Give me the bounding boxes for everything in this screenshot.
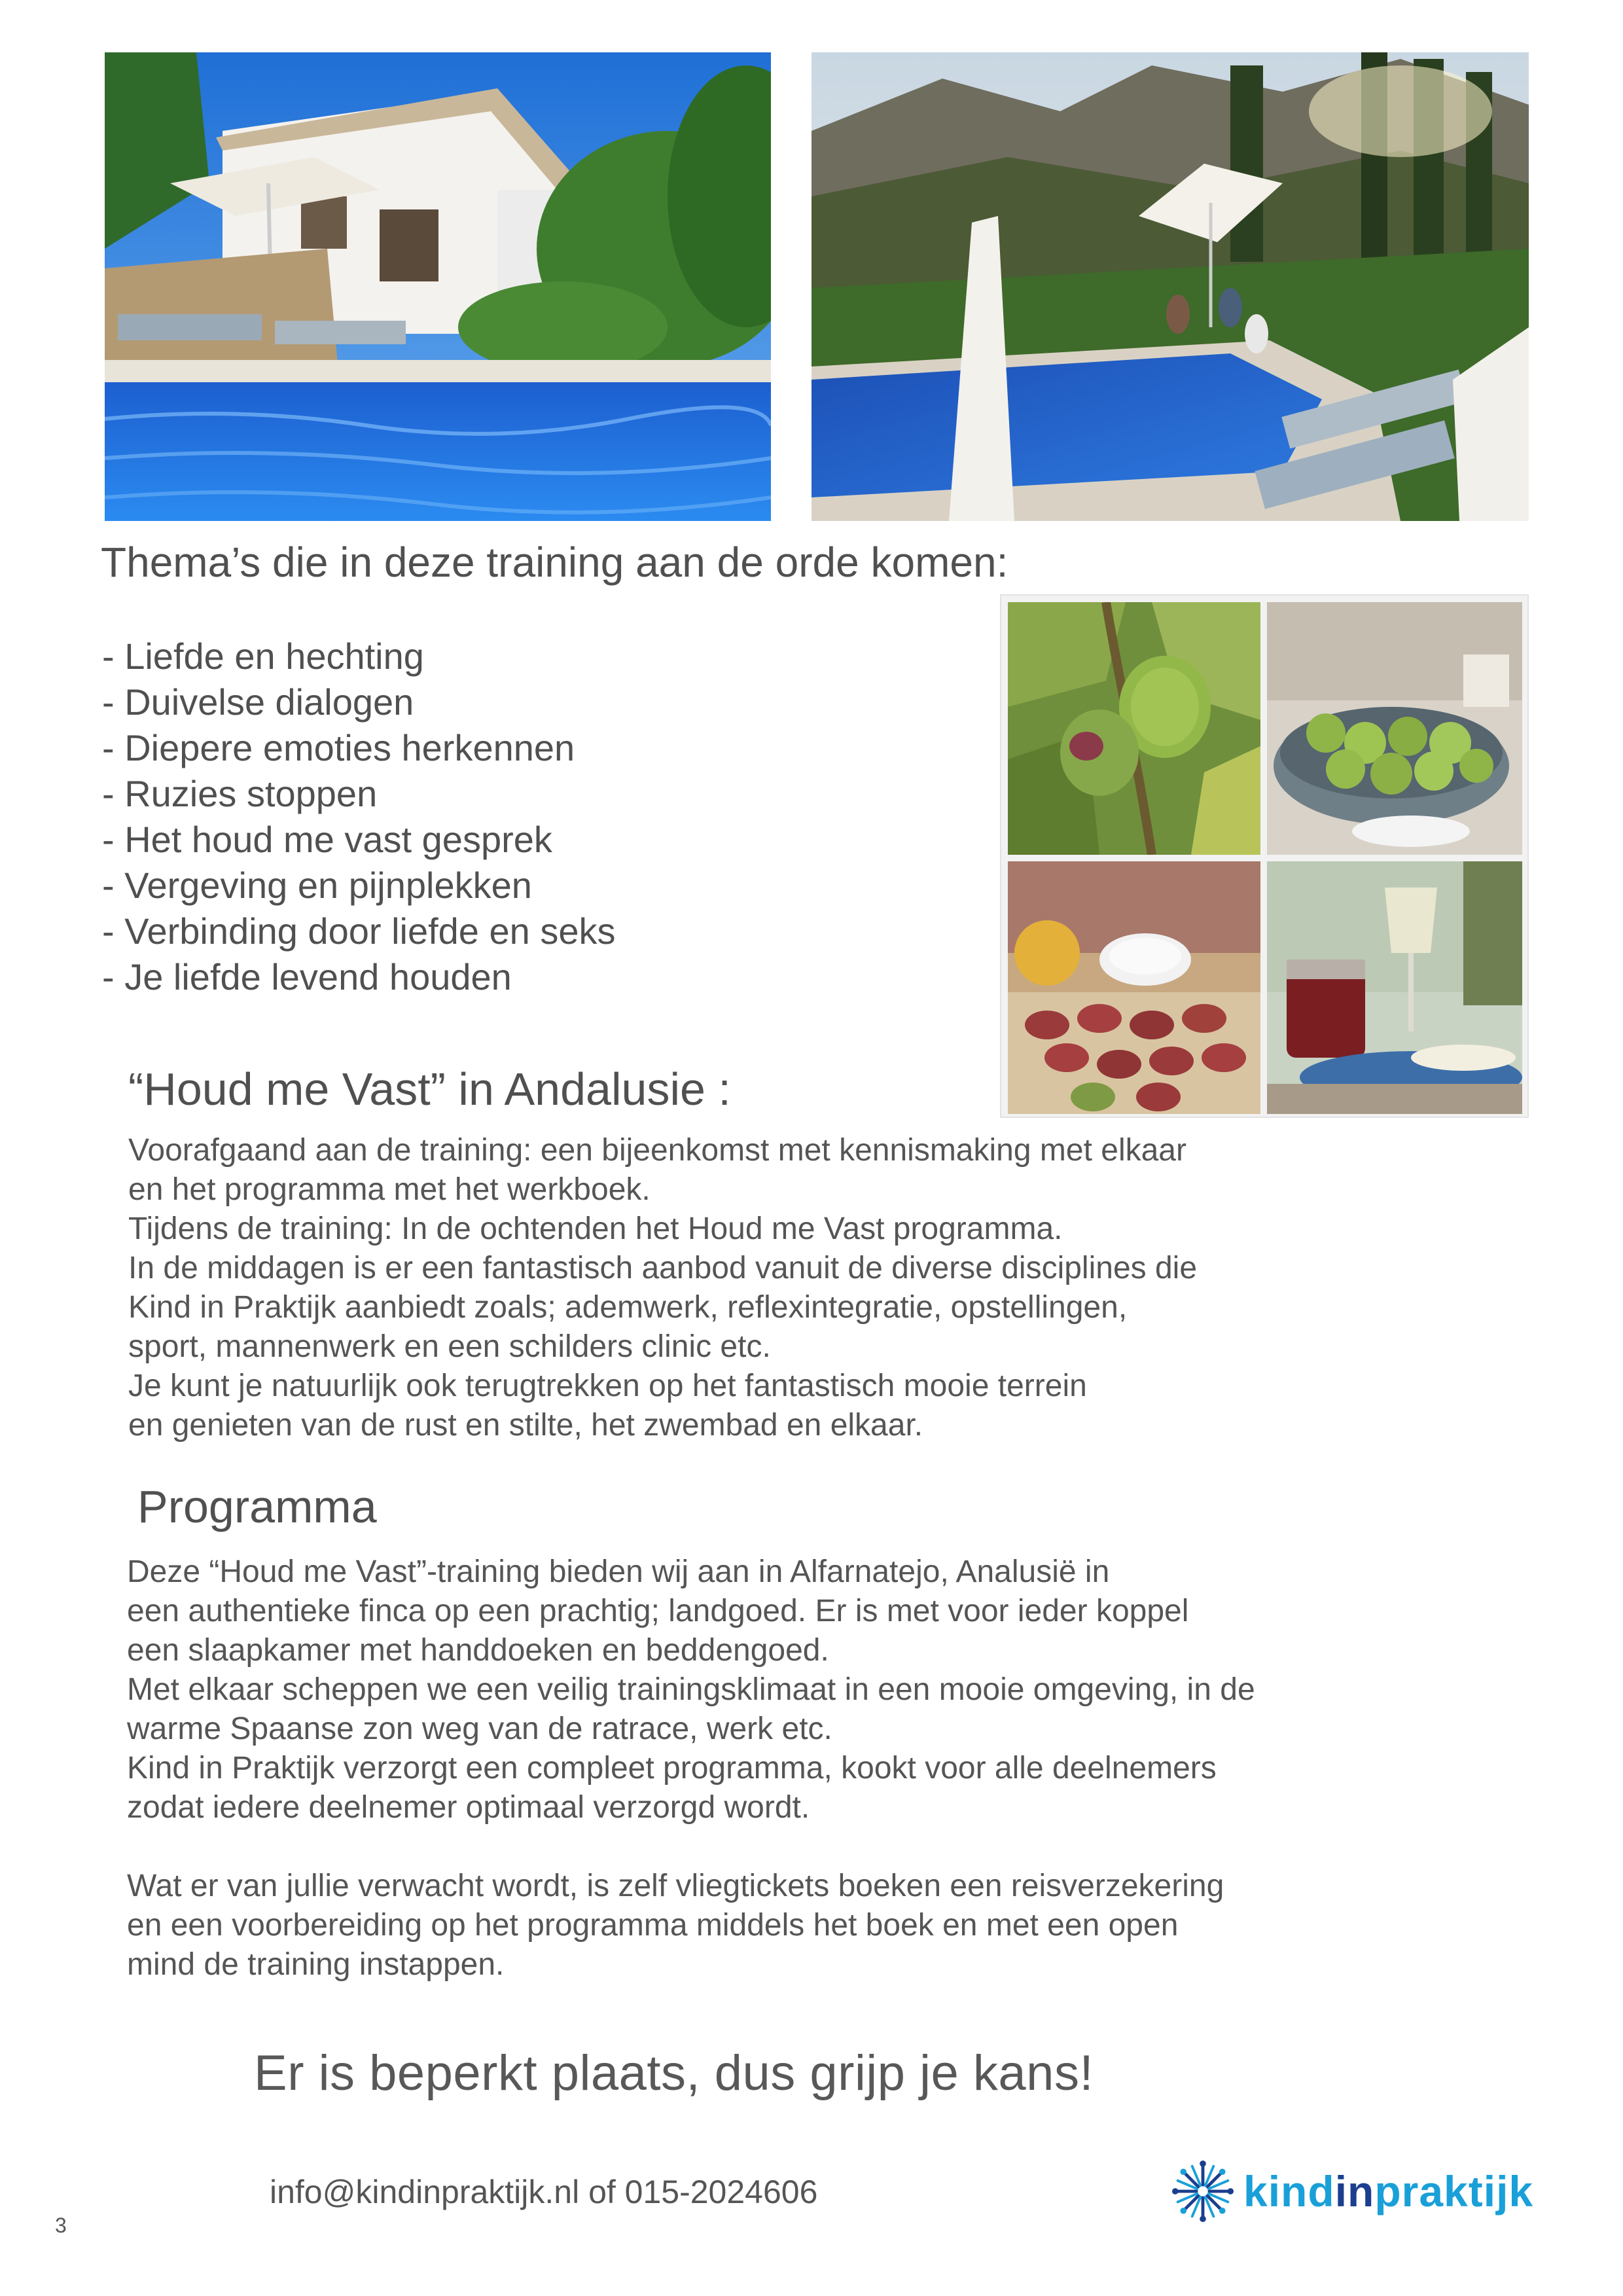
paragraph-line: en een voorbereiding op het programma middels het boek en met een open	[127, 1908, 1179, 1943]
andalusie-heading: “Houd me Vast” in Andalusie :	[128, 1064, 731, 1115]
paragraph-line: Kind in Praktijk verzorgt een compleet programma, kookt voor alle deelnemers	[127, 1751, 1217, 1785]
sunburst-icon	[1171, 2160, 1234, 2223]
paragraph-line: Tijdens de training: In de ochtenden het Houd me Vast programma.	[128, 1211, 1063, 1246]
list-item: - Vergeving en pijnplekken	[102, 865, 532, 906]
logo-part-3: praktijk	[1374, 2167, 1534, 2215]
paragraph-line: Wat er van jullie verwacht wordt, is zelf vliegtickets boeken een reisverzekering	[127, 1869, 1224, 1903]
paragraph-line	[127, 1827, 1567, 1867]
paragraph-line: mind de training instappen.	[127, 1947, 505, 1982]
paragraph-line: Voorafgaand aan de training: een bijeenkomst met kennismaking met elkaar	[128, 1133, 1186, 1168]
sliced-figs-photo	[1008, 861, 1260, 1114]
logo-wordmark	[1243, 2166, 1533, 2216]
list-item: - Het houd me vast gesprek	[102, 819, 552, 860]
themes-heading: Thema’s die in deze training aan de orde komen:	[101, 539, 1008, 586]
figs-on-tree-photo	[1008, 602, 1260, 855]
paragraph-line: Deze “Houd me Vast”-training bieden wij aan in Alfarnatejo, Analusië in	[127, 1554, 1110, 1589]
paragraph-line: zodat iedere deelnemer optimaal verzorgd wordt.	[127, 1790, 810, 1825]
programma-heading: Programma	[137, 1481, 377, 1532]
garden-pool-photo	[812, 52, 1529, 521]
list-item: - Je liefde levend houden	[102, 956, 512, 997]
fig-jam-and-wine-photo	[1267, 861, 1522, 1114]
list-item: - Duivelse dialogen	[102, 681, 414, 723]
kindinpraktijk-logo	[1171, 2160, 1533, 2223]
paragraph-line: en genieten van de rust en stilte, het zwembad en elkaar.	[128, 1408, 923, 1443]
paragraph-line: warme Spaanse zon weg van de ratrace, werk etc.	[127, 1712, 832, 1746]
list-item: - Diepere emoties herkennen	[102, 727, 575, 768]
call-to-action: Er is beperkt plaats, dus grijp je kans!	[254, 2045, 1094, 2101]
themes-list	[102, 634, 616, 1000]
fig-collage	[1000, 594, 1529, 1118]
paragraph-line: Kind in Praktijk aanbiedt zoals; ademwerk, reflexintegratie, opstellingen,	[128, 1290, 1128, 1325]
villa-pool-photo	[105, 52, 771, 521]
list-item: - Ruzies stoppen	[102, 773, 378, 814]
bowl-of-figs-photo	[1267, 602, 1522, 855]
paragraph-line: Je kunt je natuurlijk ook terugtrekken op het fantastisch mooie terrein	[128, 1369, 1087, 1403]
logo-part-2: in	[1334, 2167, 1375, 2215]
contact-info[interactable]: info@kindinpraktijk.nl of 015-2024606	[270, 2174, 818, 2210]
paragraph-line: en het programma met het werkboek.	[128, 1172, 651, 1207]
paragraph-line: een authentieke finca op een prachtig; landgoed. Er is met voor ieder koppel	[127, 1594, 1189, 1628]
list-item: - Verbinding door liefde en seks	[102, 910, 616, 952]
list-item: - Liefde en hechting	[102, 636, 424, 677]
paragraph-line: In de middagen is er een fantastisch aanbod vanuit de diverse disciplines die	[128, 1251, 1198, 1285]
page-number: 3	[55, 2214, 67, 2237]
paragraph-line: sport, mannenwerk en een schilders clinic etc.	[128, 1329, 771, 1364]
paragraph-line: een slaapkamer met handdoeken en beddengoed.	[127, 1633, 829, 1668]
programma-paragraph	[127, 1552, 1567, 1984]
paragraph-line: Met elkaar scheppen we een veilig trainingsklimaat in een mooie omgeving, in de	[127, 1672, 1255, 1707]
andalusie-paragraph	[128, 1131, 1535, 1445]
logo-part-1: kind	[1243, 2167, 1335, 2215]
